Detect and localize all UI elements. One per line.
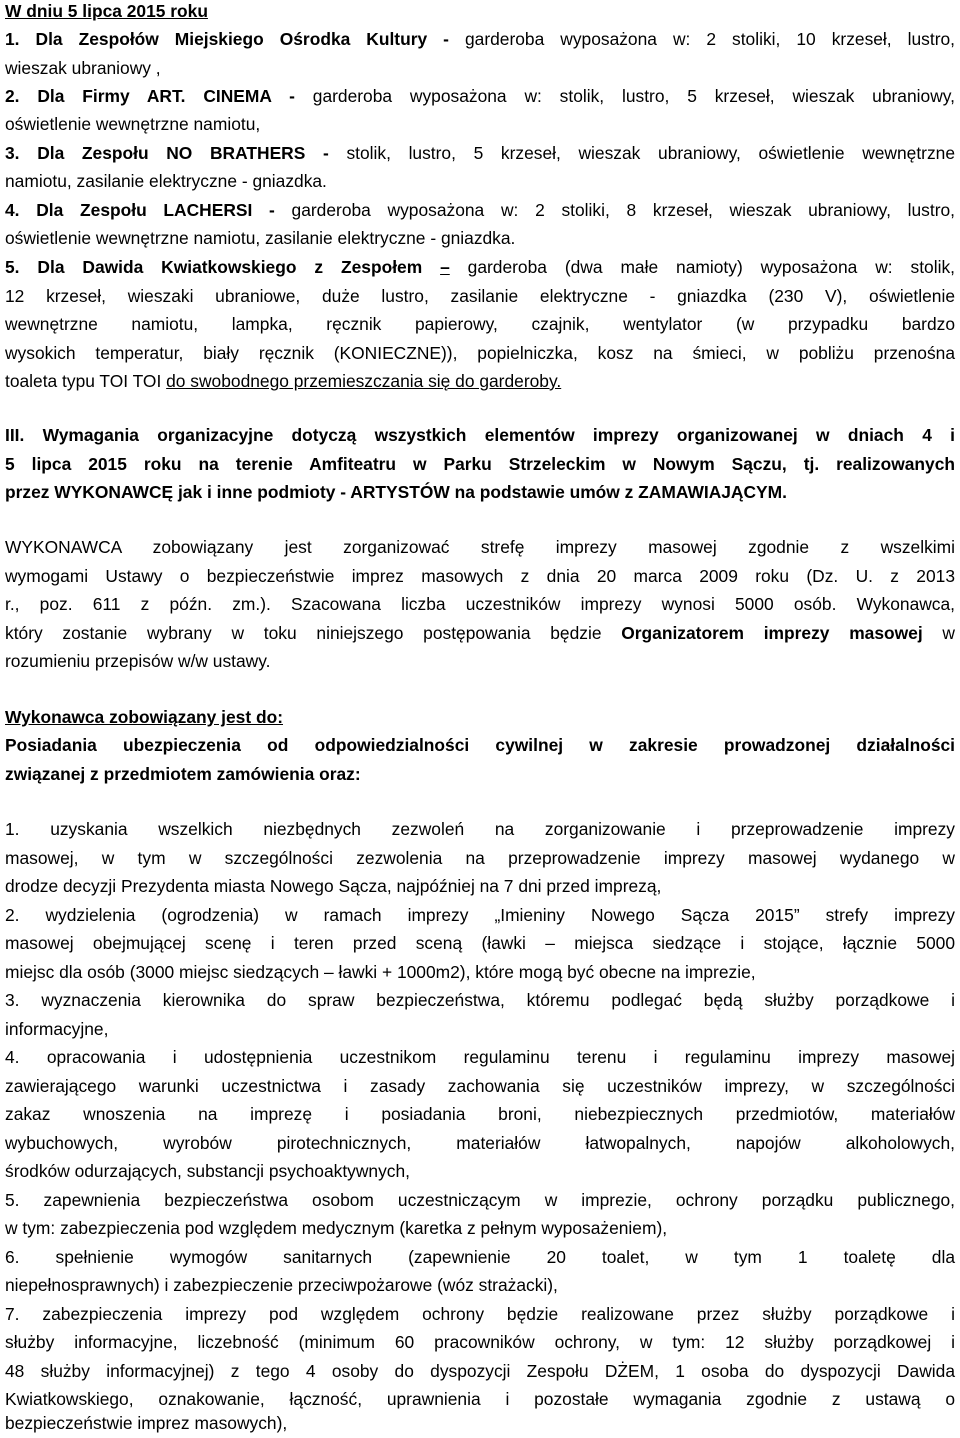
item-1-line-2: wieszak ubraniowy , <box>5 58 161 78</box>
insurance-line-2: związanej z przedmiotem zamówienia oraz: <box>5 764 361 784</box>
obligation-4-line-1: 4. opracowania i udostępnienia uczestnikom regulaminu terenu i regulaminu imprezy masowej <box>5 1047 955 1067</box>
obligation-7-line-5: bezpieczeństwie imprez masowych), <box>5 1413 288 1433</box>
item-5-line-5 <box>5 367 955 395</box>
item-2-line-2: oświetlenie wewnętrzne namiotu, <box>5 114 261 134</box>
obligation-7-line-1: 7. zabezpieczenia imprezy pod względem ochrony będzie realizowane przez służby porządkowe i <box>5 1304 955 1324</box>
obligation-5-line-2: w tym: zabezpieczenia pod względem medycznym (karetka z pełnym wyposażeniem), <box>5 1218 668 1238</box>
item-3-recipient: Dla Zespołu NO BRATHERS - <box>37 143 329 163</box>
item-4-text: garderoba wyposażona w: 2 stoliki, 8 krzeseł, wieszak ubraniowy, lustro, <box>274 200 955 220</box>
obligation-7-line-2: służby informacyjne, liczebność (minimum 60 pracowników ochrony, w tym: 12 służby porządkowej i <box>5 1332 955 1352</box>
item-2-number: 2. <box>5 86 20 106</box>
item-4-number: 4. <box>5 200 20 220</box>
section-iii-text-1: Wymagania organizacyjne dotyczą wszystkich elementów imprezy organizowanej w dniach 4 i <box>42 425 955 445</box>
item-1-recipient: Dla Zespołów Miejskiego Ośrodka Kultury - <box>35 29 449 49</box>
obligation-6-line-2: niepełnosprawnych) i zabezpieczenie przeciwpożarowe (wóz strażacki), <box>5 1275 558 1295</box>
item-3-number: 3. <box>5 143 20 163</box>
item-2-recipient: Dla Firmy ART. CINEMA - <box>37 86 295 106</box>
obligation-7-line-4: Kwiatkowskiego, oznakowanie, łączność, uprawnienia i pozostałe wymagania zgodnie z ustawą o <box>5 1389 955 1409</box>
obligation-1-line-3: drodze decyzji Prezydenta miasta Nowego Sącza, najpóźniej na 7 dni przed imprezą, <box>5 876 662 896</box>
section-iii-line-3: przez WYKONAWCĘ jak i inne podmioty - ARTYSTÓW na podstawie umów z ZAMAWIAJĄCYM. <box>5 482 787 502</box>
obligation-4-line-5: środków odurzających, substancji psychoaktywnych, <box>5 1161 411 1181</box>
organizer-term: Organizatorem imprezy masowej <box>621 623 923 643</box>
obligation-4-line-4: wybuchowych, wyrobów pirotechnicznych, materiałów łatwopalnych, napojów alkoholowych, <box>5 1133 955 1153</box>
item-2-text: garderoba wyposażona w: stolik, lustro, 5 krzeseł, wieszak ubraniowy, <box>294 86 955 106</box>
obligation-5-line-1: 5. zapewnienia bezpieczeństwa osobom uczestniczącym w imprezie, ochrony porządku publicznego, <box>5 1190 955 1210</box>
contractor-line-2: wymogami Ustawy o bezpieczeństwie imprez masowych z dnia 20 marca 2009 roku (Dz. U. z 2013 <box>5 566 955 586</box>
obligation-6-line-1: 6. spełnienie wymogów sanitarnych (zapewnienie 20 toalet, w tym 1 toaletę dla <box>5 1247 955 1267</box>
contractor-line-4-c: w <box>922 623 955 643</box>
obligation-2-line-3: miejsc dla osób (3000 miejsc siedzących – ławki + 1000m2), które mogą być obecne na imprezie, <box>5 962 756 982</box>
obligation-3-line-1: 3. wyznaczenia kierownika do spraw bezpieczeństwa, któremu podlegać będą służby porządkowe i <box>5 990 955 1010</box>
item-4-recipient: Dla Zespołu LACHERSI - <box>36 200 275 220</box>
obligation-1-line-1: 1. uzyskania wszelkich niezbędnych zezwoleń na zorganizowanie i przeprowadzenie imprezy <box>5 819 955 839</box>
obligation-2-line-2: masowej obejmującej scenę i teren przed sceną (ławki – miejsca siedzące i stojące, łącznie 5000 <box>5 933 955 953</box>
item-4-line-1 <box>5 196 955 224</box>
item-5-dash: – <box>440 257 450 277</box>
item-3-line-1 <box>5 139 955 167</box>
contractor-line-4 <box>5 619 955 647</box>
date-heading: W dniu 5 lipca 2015 roku <box>5 1 208 21</box>
item-4-line-2: oświetlenie wewnętrzne namiotu, zasilanie elektryczne - gniazdka. <box>5 228 516 248</box>
item-5-number: 5. <box>5 257 20 277</box>
item-5-text: garderoba (dwa małe namioty) wyposażona w: stolik, <box>449 257 955 277</box>
obligations-heading: Wykonawca zobowiązany jest do: <box>5 707 283 727</box>
item-5-line-3: wewnętrzne namiotu, lampka, ręcznik papierowy, czajnik, wentylator (w przypadku bardzo <box>5 314 955 334</box>
item-5-line-2: 12 krzeseł, wieszaki ubraniowe, duże lustro, zasilanie elektryczne - gniazdka (230 V), oświetlenie <box>5 286 955 306</box>
item-1-number: 1. <box>5 29 20 49</box>
obligation-2-line-1: 2. wydzielenia (ogrodzenia) w ramach imprezy „Imieniny Nowego Sącza 2015” strefy imprezy <box>5 905 955 925</box>
item-1-line-1 <box>5 25 955 53</box>
item-1-text: garderoba wyposażona w: 2 stoliki, 10 krzeseł, lustro, <box>448 29 955 49</box>
obligation-3-line-2: informacyjne, <box>5 1019 109 1039</box>
contractor-line-5: rozumieniu przepisów w/w ustawy. <box>5 651 271 671</box>
item-5-line-5-b: do swobodnego przemieszczania się do garderoby. <box>166 371 562 391</box>
insurance-line-1: Posiadania ubezpieczenia od odpowiedzialności cywilnej w zakresie prowadzonej działalności <box>5 735 955 755</box>
contractor-line-1: WYKONAWCA zobowiązany jest zorganizować strefę imprezy masowej zgodnie z wszelkimi <box>5 537 955 557</box>
item-5-recipient: Dla Dawida Kwiatkowskiego z Zespołem <box>37 257 423 277</box>
item-3-line-2: namiotu, zasilanie elektryczne - gniazdka. <box>5 171 327 191</box>
obligation-7-line-3: 48 służby informacyjnej) z tego 4 osoby do dyspozycji Zespołu DŻEM, 1 osoba do dyspozycji Dawida <box>5 1361 955 1381</box>
obligation-1-line-2: masowej, w tym w szczególności zezwolenia na przeprowadzenie imprezy masowej wydanego w <box>5 848 955 868</box>
item-3-text: stolik, lustro, 5 krzeseł, wieszak ubraniowy, oświetlenie wewnętrzne <box>328 143 955 163</box>
section-iii-number: III. <box>5 425 25 445</box>
obligation-4-line-3: zakaz wnoszenia na imprezę i posiadania broni, niebezpiecznych przedmiotów, materiałów <box>5 1104 955 1124</box>
section-iii-line-1 <box>5 421 955 449</box>
item-5-line-1 <box>5 253 955 281</box>
item-5-line-4: wysokich temperatur, biały ręcznik (KONIECZNE)), popielniczka, kosz na śmieci, w pobliżu przenośna <box>5 343 955 363</box>
obligation-4-line-2: zawierającego warunki uczestnictwa i zasady zachowania się uczestników imprezy, w szczególności <box>5 1076 955 1096</box>
item-2-line-1 <box>5 82 955 110</box>
section-iii-line-2: 5 lipca 2015 roku na terenie Amfiteatru w Parku Strzeleckim w Nowym Sączu, tj. realizowanych <box>5 454 955 474</box>
contractor-line-3: r., poz. 611 z późn. zm.). Szacowana liczba uczestników imprezy wynosi 5000 osób. Wykonawca, <box>5 594 955 614</box>
contractor-line-4-a: który zostanie wybrany w toku niniejszego postępowania będzie <box>5 623 622 643</box>
item-5-line-5-a: toaleta typu TOI TOI <box>5 371 167 391</box>
